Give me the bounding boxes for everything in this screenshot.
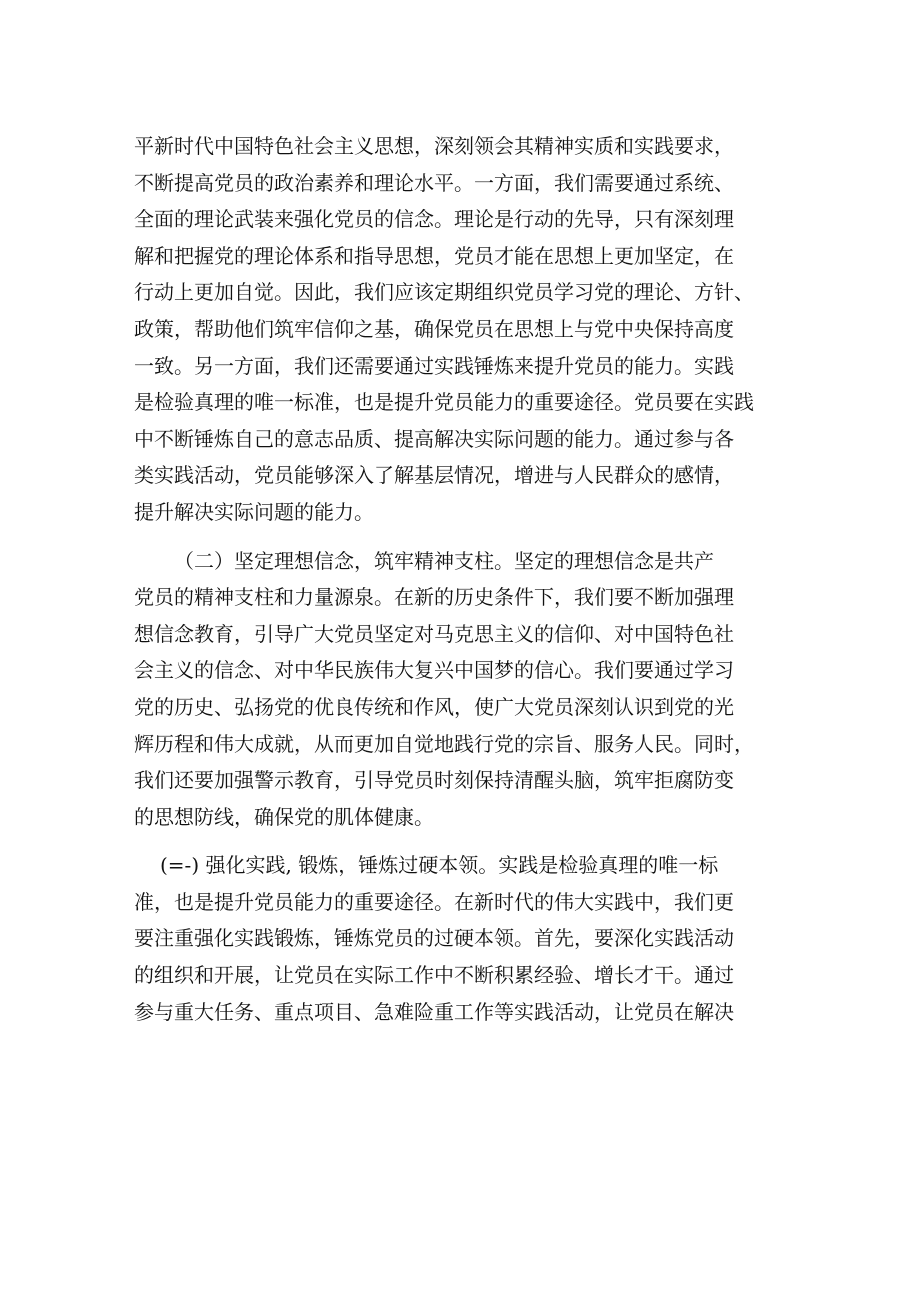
text-line: 党员的精神支柱和力量源泉。在新的历史条件下，我们要不断加强理 <box>134 585 734 610</box>
paragraph-ideals-beliefs <box>134 543 798 836</box>
text-line: 一致。另一方面，我们还需要通过实践锤炼来提升党员的能力。实践 <box>134 353 734 378</box>
text-line: 不断提高党员的政治素养和理论水平。一方面，我们需要通过系统、 <box>134 170 734 195</box>
text-line: 会主义的信念、对中华民族伟大复兴中国梦的信心。我们要通过学习 <box>134 658 734 683</box>
text-line: 辉历程和伟大成就，从而更加自觉地践行党的宗旨、服务人民。同时， <box>134 731 754 756</box>
paragraph-theory-study <box>134 128 798 531</box>
text-line: 解和把握党的理论体系和指导思想，党员才能在思想上更加坚定，在 <box>134 243 734 268</box>
document-body <box>134 128 798 1030</box>
text-line: 要注重强化实践锻炼，锤炼党员的过硬本领。首先，要深化实践活动 <box>134 926 734 951</box>
text-line: 中不断锤炼自己的意志品质、提高解决实际问题的能力。通过参与各 <box>134 426 734 451</box>
paragraph-spacer <box>134 531 798 543</box>
paragraph-practice <box>134 847 798 1030</box>
text-line: 党的历史、弘扬党的优良传统和作风，使广大党员深刻认识到党的光 <box>134 694 734 719</box>
text-line: 行动上更加自觉。因此，我们应该定期组织党员学习党的理论、方针、 <box>134 280 754 305</box>
text-line: 提升解决实际问题的能力。 <box>134 499 374 524</box>
text-line: 类实践活动，党员能够深入了解基层情况，增进与人民群众的感情， <box>134 463 734 488</box>
text-line: 准，也是提升党员能力的重要途径。在新时代的伟大实践中，我们更 <box>134 889 734 914</box>
text-line: 想信念教育，引导广大党员坚定对马克思主义的信仰、对中国特色社 <box>134 621 734 646</box>
text-line-first: (=-) 强化实践, 锻炼，锤炼过硬本领。实践是检验真理的唯一标 <box>160 853 719 878</box>
paragraph-spacer <box>134 835 798 847</box>
text-line: 的组织和开展，让党员在实际工作中不断积累经验、增长才干。通过 <box>134 963 734 988</box>
text-line: 参与重大任务、重点项目、急难险重工作等实践活动，让党员在解决 <box>134 999 734 1024</box>
text-line: 的思想防线，确保党的肌体健康。 <box>134 804 434 829</box>
text-line: 平新时代中国特色社会主义思想，深刻领会其精神实质和实践要求， <box>134 134 734 158</box>
text-line: 政策，帮助他们筑牢信仰之基，确保党员在思想上与党中央保持高度 <box>134 316 734 341</box>
text-line: 全面的理论武装来强化党员的信念。理论是行动的先导，只有深刻理 <box>134 207 734 232</box>
text-line: 我们还要加强警示教育，引导党员时刻保持清醒头脑，筑牢拒腐防变 <box>134 768 734 793</box>
text-line-first: （二）坚定理想信念，筑牢精神支柱。坚定的理想信念是共产 <box>174 548 714 573</box>
text-line: 是检验真理的唯一标准，也是提升党员能力的重要途径。党员要在实践 <box>134 390 754 415</box>
